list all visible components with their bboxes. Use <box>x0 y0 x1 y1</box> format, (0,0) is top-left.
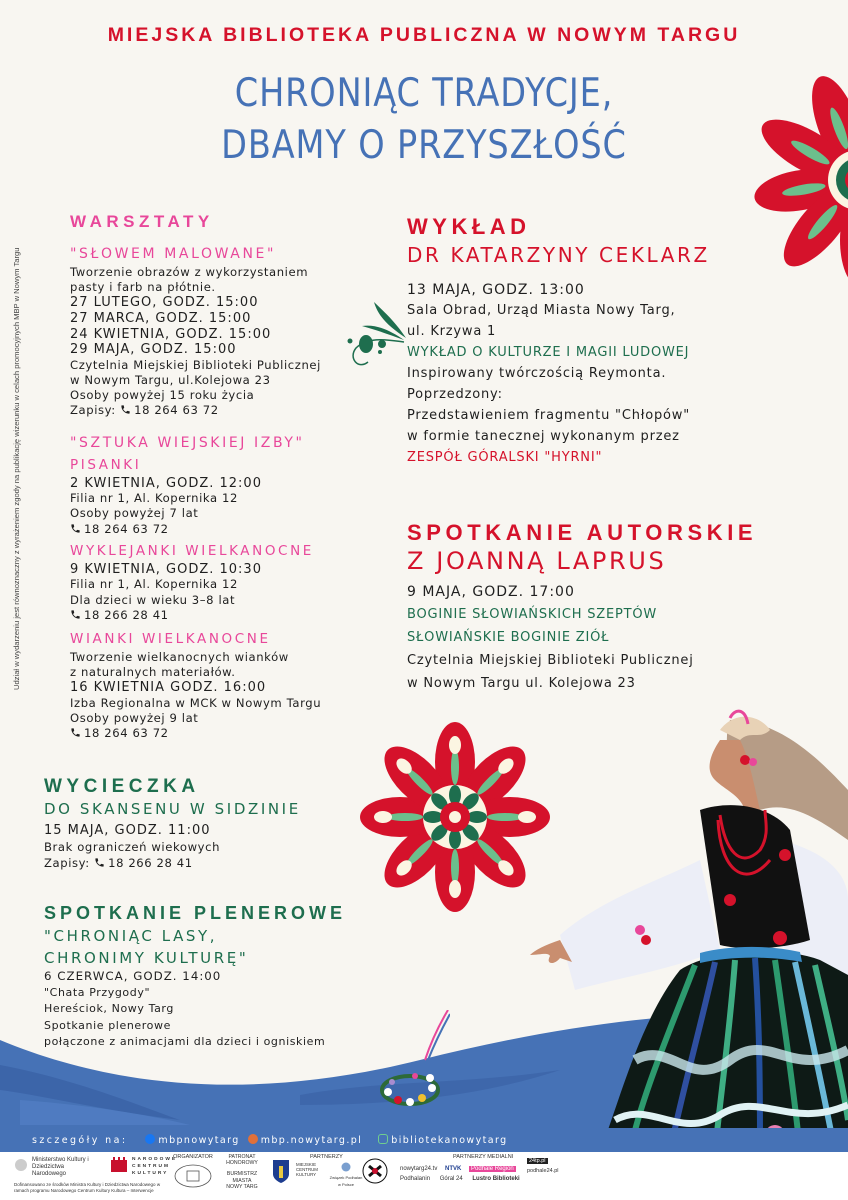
performer-group: ZESPÓŁ GÓRALSKI "HYRNI" <box>407 450 603 465</box>
nck-logo: NARODOWE CENTRUM KULTURY <box>110 1156 177 1177</box>
event-description: w formie tanecznej wykonanym przez <box>407 429 680 444</box>
subtitle-line: "CHRONIĄC LASY, <box>44 927 218 945</box>
nck-emblem-icon <box>110 1156 128 1174</box>
event-date: 9 KWIETNIA, GODZ. 10:30 <box>70 561 262 577</box>
media-partners-logos: nowytarg24.tv NTVK Podhale Region Podhalanin Góral 24 Lustro Biblioteki <box>400 1166 520 1182</box>
signup-label: Zapisy: <box>44 856 90 871</box>
footer-links-bar <box>0 1128 848 1152</box>
event-place: Filia nr 1, Al. Kopernika 12 <box>70 577 238 592</box>
phone-icon <box>70 609 81 620</box>
event-place: Czytelnia Miejskiej Biblioteki Publicznej <box>407 653 694 668</box>
sponsor-logos-strip <box>0 1152 848 1200</box>
main-title-line-2: DBAMY O PRZYSZŁOŚĆ <box>221 123 627 168</box>
description-line: Tworzenie obrazów z wykorzystaniem <box>70 265 309 279</box>
event-topic: BOGINIE SŁOWIAŃSKICH SZEPTÓW <box>407 607 658 622</box>
description-line: pasty i farb na płótnie. <box>70 280 216 295</box>
phone-icon <box>120 404 131 415</box>
instagram-link[interactable] <box>378 1134 507 1146</box>
event-description: Poprzedzony: <box>407 387 503 402</box>
signup-label: Zapisy: <box>70 403 116 418</box>
consent-note: Udział w wydarzeniu jest równoznaczny z wyrażeniem zgody na publikację wizerunku w celach promocyjnych MBP w Nowym Targu <box>12 247 21 690</box>
event-description: Inspirowany twórczością Reymonta. <box>407 366 667 381</box>
event-age: Dla dzieci w wieku 3–8 lat <box>70 592 236 607</box>
event-place: Czytelnia Miejskiej Biblioteki Publicznej <box>70 357 321 372</box>
section-heading: WYKŁAD <box>407 214 531 239</box>
event-date: 29 MAJA, GODZ. 15:00 <box>70 342 237 358</box>
event-phone <box>70 726 350 741</box>
section-wycieczka <box>44 776 364 872</box>
event-age: Osoby powyżej 9 lat <box>70 711 199 726</box>
library-emblem-icon <box>173 1161 213 1191</box>
facebook-icon <box>145 1134 155 1144</box>
event-pisanki <box>70 457 350 537</box>
event-date: 24 KWIETNIA, GODZ. 15:00 <box>70 326 272 342</box>
section-spotkanie-autorskie <box>407 520 827 695</box>
media-partners-logos-right: 24tp.pl podhale24.pl <box>527 1158 559 1174</box>
section-subtitle: DO SKANSENU W SIDZINIE <box>44 800 301 818</box>
event-description: Przedstawieniem fragmentu "Chłopów" <box>407 408 691 423</box>
event-place: "Chata Przygody" <box>44 985 151 999</box>
event-date: 2 KWIETNIA, GODZ. 12:00 <box>70 475 262 491</box>
event-description <box>70 265 350 295</box>
event-group-sztuka <box>70 435 350 742</box>
section-subtitle: DR KATARZYNY CEKLARZ <box>407 243 710 267</box>
event-date: 27 MARCA, GODZ. 15:00 <box>70 311 252 326</box>
event-wianki <box>70 631 350 742</box>
event-date: 16 KWIETNIA GODZ. 16:00 <box>70 680 267 696</box>
ministry-logo: Ministerstwo Kultury i Dziedzictwa Narodowego <box>14 1157 94 1178</box>
funding-note: Dofinansowano ze środków Ministra Kultury i Dziedzictwa Narodowego w ramach programu Narodowego Centrum Kultury Kultura – Interwencje <box>14 1182 161 1193</box>
section-spotkanie-plenerowe <box>44 903 404 1051</box>
event-date: 6 CZERWCA, GODZ. 14:00 <box>44 969 222 983</box>
event-place: Izba Regionalna w MCK w Nowym Targu <box>70 696 322 710</box>
instagram-icon <box>378 1134 388 1144</box>
phone-icon <box>70 727 81 738</box>
section-heading: WARSZTATY <box>70 212 214 231</box>
partners-label: PARTNERZY <box>310 1154 343 1160</box>
event-signup <box>70 403 350 418</box>
folk-dancer-illustration <box>520 700 848 1152</box>
website-link[interactable] <box>248 1134 363 1146</box>
event-place: w Nowym Targu, ul.Kolejowa 23 <box>70 372 271 387</box>
zpp-partner-logo: Związek Podhalan w Polsce <box>328 1162 364 1188</box>
event-title: WIANKI WIELKANOCNE <box>70 631 271 647</box>
eagle-emblem-icon <box>14 1157 28 1173</box>
nowy-targ-coat-of-arms-icon <box>272 1158 290 1184</box>
phone-icon <box>70 523 81 534</box>
main-title-line-1: CHRONIĄC TRADYCJE, <box>234 71 614 116</box>
phone-number[interactable]: 18 264 63 72 <box>134 403 219 418</box>
event-title: PISANKI <box>70 456 142 473</box>
event-phone <box>70 522 350 537</box>
section-heading: SPOTKANIE PLENEROWE <box>44 903 347 923</box>
event-dates <box>70 295 350 357</box>
event-place: w Nowym Targu ul. Kolejowa 23 <box>407 676 636 691</box>
event-date: 27 LUTEGO, GODZ. 15:00 <box>70 295 259 311</box>
website-url: mbp.nowytarg.pl <box>260 1135 363 1146</box>
event-title: "SŁOWEM MALOWANE" <box>70 246 277 262</box>
section-subtitle: Z JOANNĄ LAPRUS <box>407 547 667 575</box>
phone-number[interactable]: 18 264 63 72 <box>84 521 169 536</box>
hyrni-partner-logo-icon <box>362 1158 388 1184</box>
event-description: połączone z animacjami dla dzieci i ogniskiem <box>44 1035 326 1049</box>
patron-logo: PATRONAT HONOROWY BURMISTRZ MIASTA NOWY TARG <box>226 1154 258 1190</box>
section-warsztaty <box>70 212 350 742</box>
event-age: Osoby powyżej 15 roku życia <box>70 388 255 403</box>
event-group-title: "SZTUKA WIEJSKIEJ IZBY" <box>70 434 305 451</box>
event-slowem-malowane <box>70 246 350 419</box>
event-place: Filia nr 1, Al. Kopernika 12 <box>70 491 238 506</box>
media-partners-label: PARTNERZY MEDIALNI <box>453 1154 514 1160</box>
event-phone <box>70 608 350 623</box>
phone-number[interactable]: 18 264 63 72 <box>84 726 169 741</box>
section-heading: SPOTKANIE AUTORSKIE <box>407 520 758 545</box>
facebook-link[interactable] <box>145 1134 239 1146</box>
details-label: szczegóły na: <box>32 1134 128 1146</box>
event-wyklejanki <box>70 543 350 623</box>
event-date: 15 MAJA, GODZ. 11:00 <box>44 823 211 838</box>
globe-icon <box>248 1134 258 1144</box>
mck-partner-logo: MIEJSKIE CENTRUM KULTURY <box>296 1162 318 1177</box>
event-age: Osoby powyżej 7 lat <box>70 506 199 521</box>
organization-title: MIEJSKA BIBLIOTEKA PUBLICZNA W NOWYM TARGU <box>107 24 741 46</box>
facebook-handle: mbpnowytarg <box>158 1135 240 1146</box>
event-age: Brak ograniczeń wiekowych <box>44 839 221 854</box>
instagram-handle: bibliotekanowytarg <box>391 1135 508 1146</box>
description-line: z naturalnych materiałów. <box>70 665 236 680</box>
event-topic: SŁOWIAŃSKIE BOGINIE ZIÓŁ <box>407 630 610 645</box>
description-line: Tworzenie wielkanocnych wianków <box>70 650 289 664</box>
event-place: Sala Obrad, Urząd Miasta Nowy Targ, <box>407 303 676 318</box>
phone-number[interactable]: 18 266 28 41 <box>108 856 193 871</box>
subtitle-line: CHRONIMY KULTURĘ" <box>44 949 249 967</box>
event-title: WYKLEJANKI WIELKANOCNE <box>70 542 314 559</box>
event-description: Spotkanie plenerowe <box>44 1018 171 1032</box>
section-heading: WYCIECZKA <box>44 776 200 797</box>
event-date: 13 MAJA, GODZ. 13:00 <box>407 282 585 298</box>
section-wyklad <box>407 214 827 468</box>
phone-number[interactable]: 18 266 28 41 <box>84 607 169 622</box>
event-place: ul. Krzywa 1 <box>407 324 497 339</box>
main-title <box>59 68 788 172</box>
organizer-logo: ORGANIZATOR <box>172 1154 214 1194</box>
zpp-emblem-icon <box>341 1162 351 1172</box>
section-subtitle <box>44 925 404 969</box>
phone-icon <box>94 857 105 868</box>
event-topic: WYKŁAD O KULTURZE I MAGII LUDOWEJ <box>407 345 690 360</box>
event-date: 9 MAJA, GODZ. 17:00 <box>407 584 575 600</box>
event-signup <box>44 855 364 872</box>
event-place: Hereściok, Nowy Targ <box>44 1002 174 1016</box>
